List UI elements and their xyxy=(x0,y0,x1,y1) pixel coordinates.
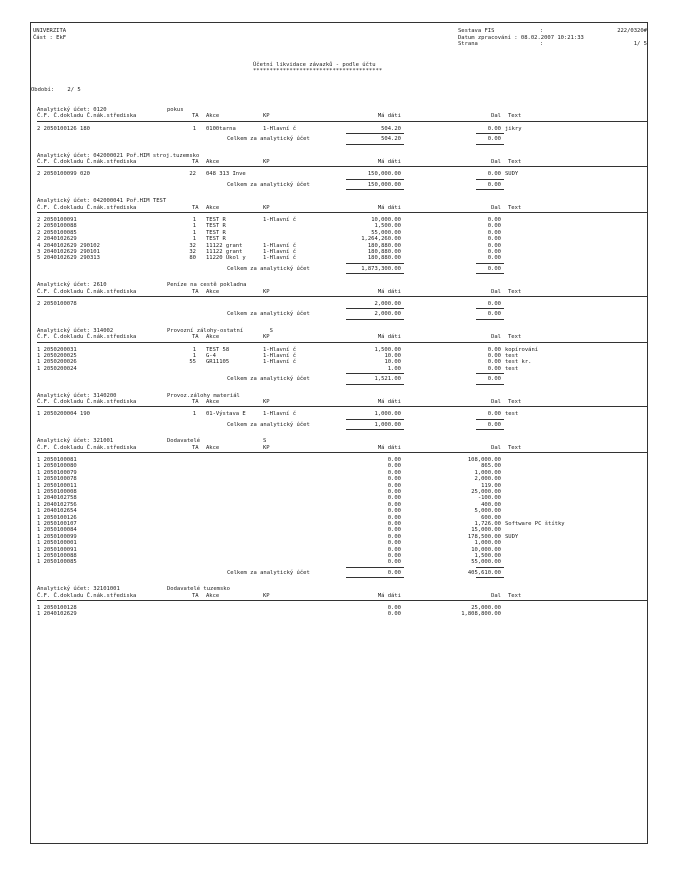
report-label: Sestava FIS xyxy=(458,28,495,34)
row-md: 1.00 xyxy=(387,365,401,372)
col-header-md: Má dáti xyxy=(377,113,401,120)
row-dal: 0.00 xyxy=(487,223,501,230)
col-header-kp: KP xyxy=(263,399,270,405)
col-header-doc: Č.F. Č.dokladu Č.nák.střediska xyxy=(37,204,137,211)
row-kp: 1-Hlavní č xyxy=(263,411,297,418)
col-header-ta: TA xyxy=(192,159,199,165)
report-title: Účetní likvidace závazků - podle účtu xyxy=(253,62,376,68)
row-akce: TEST R xyxy=(206,217,226,223)
total-rule-md xyxy=(346,308,404,309)
total-rule-dal xyxy=(476,419,504,420)
row-kp: 1-Hlavní č xyxy=(263,242,297,249)
row-dal: 0.00 xyxy=(487,411,501,418)
header-rule xyxy=(37,600,647,601)
row-md: 55,000.00 xyxy=(371,229,401,236)
row-doc: 2 2050100099 020 xyxy=(37,171,90,178)
total-underline-md xyxy=(346,144,404,145)
total-md: 1,000.00 xyxy=(374,421,401,428)
row-text: test xyxy=(505,411,519,418)
row-dal: 25,000.00 xyxy=(471,489,501,495)
header-rule xyxy=(37,452,647,453)
row-md: 0.00 xyxy=(387,521,401,527)
row-md: 0.00 xyxy=(387,514,401,521)
row-dal: 865.00 xyxy=(481,463,501,470)
col-header-text: Text xyxy=(508,204,522,211)
row-kp: 1-Hlavní č xyxy=(263,353,297,359)
row-dal: 0.00 xyxy=(487,242,501,249)
row-akce: 048 313 Inve xyxy=(206,171,246,178)
col-header-text: Text xyxy=(508,113,522,120)
total-dal: 0.00 xyxy=(487,136,501,143)
col-header-kp: KP xyxy=(263,592,270,599)
row-md: 0.00 xyxy=(387,605,401,611)
row-doc: 1 2050100011 xyxy=(37,482,77,489)
row-md: 504.20 xyxy=(381,125,401,132)
total-underline-dal xyxy=(476,144,504,145)
row-dal: 0.00 xyxy=(487,249,501,255)
row-doc: 1 2050100078 xyxy=(37,476,77,483)
total-label: Celkem za analytický účet xyxy=(227,181,310,188)
col-header-dal: Dal xyxy=(491,399,501,405)
row-ta: 1 xyxy=(192,223,196,230)
col-header-ta: TA xyxy=(192,204,199,211)
row-dal: 119.00 xyxy=(481,482,501,489)
total-dal: 0.00 xyxy=(487,376,501,383)
col-header-kp: KP xyxy=(263,288,270,295)
col-header-doc: Č.F. Č.dokladu Č.nák.střediska xyxy=(37,399,137,405)
col-header-md: Má dáti xyxy=(377,204,401,211)
row-md: 0.00 xyxy=(387,553,401,559)
total-rule-md xyxy=(346,419,404,420)
row-kp: 1-Hlavní č xyxy=(263,249,297,255)
row-kp: 1-Hlavní č xyxy=(263,217,297,223)
row-doc: 1 2050200024 xyxy=(37,365,77,372)
row-dal: 0.00 xyxy=(487,359,501,366)
row-doc: 1 2040102758 xyxy=(37,495,77,502)
row-dal: 1,000.00 xyxy=(474,540,501,547)
row-md: 2,000.00 xyxy=(374,301,401,307)
row-doc: 1 2050200031 xyxy=(37,346,77,353)
title-underline: *************************************** xyxy=(253,68,383,74)
row-dal: 0.00 xyxy=(487,365,501,372)
row-doc: 1 2050100084 xyxy=(37,527,77,534)
total-md: 150,000.00 xyxy=(367,181,401,188)
row-dal: 0.00 xyxy=(487,346,501,353)
header-rule xyxy=(37,296,647,297)
row-text: kopírování xyxy=(505,346,539,353)
row-doc: 1 2050100088 xyxy=(37,553,77,559)
row-doc: 2 2050100126 180 xyxy=(37,125,90,132)
row-doc: 1 2050100080 xyxy=(37,463,77,470)
row-ta: 1 xyxy=(192,411,196,418)
col-header-kp: KP xyxy=(263,113,270,120)
row-md: 0.00 xyxy=(387,463,401,470)
row-doc: 1 2040102756 xyxy=(37,501,77,508)
row-md: 180,880.00 xyxy=(367,255,401,262)
total-rule-dal xyxy=(476,373,504,374)
col-header-ta: TA xyxy=(192,334,199,341)
period-label: Období: 2/ 5 xyxy=(31,87,81,93)
row-md: 0.00 xyxy=(387,540,401,547)
col-header-akce: Akce xyxy=(206,113,220,120)
row-kp: 1-Hlavní č xyxy=(263,125,297,132)
row-text: jikry xyxy=(505,125,522,132)
account-heading: Analytický účet: 32101001 xyxy=(37,586,120,593)
row-dal: 0.00 xyxy=(487,255,501,262)
row-md: 0.00 xyxy=(387,457,401,463)
col-header-dal: Dal xyxy=(491,592,501,599)
total-underline-md xyxy=(346,577,404,578)
report-code: 222/0320# xyxy=(617,28,647,34)
row-kp: 1-Hlavní č xyxy=(263,255,297,262)
col-header-akce: Akce xyxy=(206,592,220,599)
col-header-dal: Dal xyxy=(491,113,501,120)
col-header-text: Text xyxy=(508,592,522,599)
total-md: 2,000.00 xyxy=(374,311,401,318)
row-doc: 1 2050100126 xyxy=(37,514,77,521)
row-dal: 0.00 xyxy=(487,171,501,178)
row-dal: 1,808,800.00 xyxy=(461,611,501,618)
total-dal: 405,610.00 xyxy=(467,569,501,576)
report-page xyxy=(30,22,648,844)
total-label: Celkem za analytický účet xyxy=(227,265,310,272)
col-header-dal: Dal xyxy=(491,444,501,451)
account-name: Dodavatelé tuzemsko xyxy=(167,586,230,593)
col-header-dal: Dal xyxy=(491,159,501,165)
row-md: 0.00 xyxy=(387,508,401,515)
col-header-akce: Akce xyxy=(206,159,220,165)
total-md: 0.00 xyxy=(387,569,401,576)
row-doc: 1 2050100128 xyxy=(37,605,77,611)
row-akce: G-4 xyxy=(206,353,216,359)
page-separator: : xyxy=(540,41,544,47)
row-md: 0.00 xyxy=(387,546,401,553)
row-text: SUDY xyxy=(505,171,519,178)
account-name: pokus xyxy=(167,107,184,113)
col-header-akce: Akce xyxy=(206,399,220,405)
row-ta: 1 xyxy=(192,125,196,132)
row-dal: 10,000.00 xyxy=(471,546,501,553)
total-dal: 0.00 xyxy=(487,311,501,318)
col-header-text: Text xyxy=(508,159,522,165)
total-rule-md xyxy=(346,179,404,180)
row-akce: 11122 grant xyxy=(206,249,243,255)
total-md: 1,521.00 xyxy=(374,376,401,383)
total-underline-dal xyxy=(476,319,504,320)
row-ta: 1 xyxy=(192,236,196,243)
col-header-doc: Č.F. Č.dokladu Č.nák.střediska xyxy=(37,444,137,451)
row-ta: 1 xyxy=(192,229,196,236)
col-header-ta: TA xyxy=(192,592,199,599)
col-header-ta: TA xyxy=(192,399,199,405)
row-doc: 2 2050100078 xyxy=(37,301,77,307)
row-dal: 0.00 xyxy=(487,217,501,223)
row-dal: 2,000.00 xyxy=(474,476,501,483)
row-akce: TEST R xyxy=(206,229,226,236)
row-doc: 3 2040102629 290101 xyxy=(37,249,100,255)
total-underline-md xyxy=(346,384,404,385)
row-doc: 1 2050200025 xyxy=(37,353,77,359)
row-text: SUDY xyxy=(505,533,519,540)
row-text: Software PC štítky xyxy=(505,521,565,527)
total-rule-md xyxy=(346,567,404,568)
total-underline-dal xyxy=(476,273,504,274)
col-header-md: Má dáti xyxy=(377,334,401,341)
row-dal: 15,000.00 xyxy=(471,527,501,534)
total-dal: 0.00 xyxy=(487,181,501,188)
col-header-doc: Č.F. Č.dokladu Č.nák.střediska xyxy=(37,113,137,120)
col-header-doc: Č.F. Č.dokladu Č.nák.střediska xyxy=(37,592,137,599)
row-text: test kr. xyxy=(505,359,532,366)
col-header-ta: TA xyxy=(192,288,199,295)
row-kp: 1-Hlavní č xyxy=(263,346,297,353)
row-md: 0.00 xyxy=(387,469,401,476)
row-md: 1,500.00 xyxy=(374,223,401,230)
row-md: 0.00 xyxy=(387,559,401,566)
col-header-ta: TA xyxy=(192,113,199,120)
total-underline-md xyxy=(346,273,404,274)
row-doc: 2 2050100088 xyxy=(37,223,77,230)
col-header-kp: KP xyxy=(263,159,270,165)
total-underline-dal xyxy=(476,429,504,430)
col-header-doc: Č.F. Č.dokladu Č.nák.střediska xyxy=(37,334,137,341)
row-dal: 178,500.00 xyxy=(467,533,501,540)
processed-date: Datum zpracování : 08.02.2007 10:21:33 xyxy=(458,34,584,41)
row-dal: 55,000.00 xyxy=(471,559,501,566)
org-name: UNIVERZITA xyxy=(33,28,67,34)
row-akce: TEST R xyxy=(206,236,226,243)
account-heading: Analytický účet: 042000021 Poř.HIM stroj.tuzemsko xyxy=(37,152,200,159)
total-rule-dal xyxy=(476,308,504,309)
row-md: 0.00 xyxy=(387,476,401,483)
row-akce: GR11105 xyxy=(206,359,230,366)
account-heading: Analytický účet: 321001 xyxy=(37,438,114,445)
report-separator: : xyxy=(540,28,544,34)
row-dal: 0.00 xyxy=(487,301,501,307)
col-header-dal: Dal xyxy=(491,288,501,295)
total-label: Celkem za analytický účet xyxy=(227,376,310,383)
row-md: 10.00 xyxy=(384,353,401,359)
row-md: 180,880.00 xyxy=(367,242,401,249)
col-header-kp: KP xyxy=(263,334,270,341)
total-dal: 0.00 xyxy=(487,265,501,272)
col-header-akce: Akce xyxy=(206,444,220,451)
row-doc: 2 2050100091 xyxy=(37,217,77,223)
header-rule xyxy=(37,406,647,407)
total-md: 1,873,300.00 xyxy=(361,265,401,272)
col-header-md: Má dáti xyxy=(377,444,401,451)
total-rule-dal xyxy=(476,133,504,134)
row-dal: 0.00 xyxy=(487,125,501,132)
col-header-text: Text xyxy=(508,444,522,451)
col-header-md: Má dáti xyxy=(377,159,401,165)
col-header-text: Text xyxy=(508,334,522,341)
row-doc: 1 2050100079 xyxy=(37,469,77,476)
row-akce: 11220 Úkol y xyxy=(206,255,246,262)
col-header-md: Má dáti xyxy=(377,592,401,599)
row-doc: 1 2050100099 xyxy=(37,533,77,540)
row-md: 1,000.00 xyxy=(374,411,401,418)
row-md: 0.00 xyxy=(387,611,401,618)
col-header-text: Text xyxy=(508,399,522,405)
row-doc: 1 2050100001 xyxy=(37,540,77,547)
row-dal: 0.00 xyxy=(487,229,501,236)
row-md: 0.00 xyxy=(387,489,401,495)
row-md: 0.00 xyxy=(387,495,401,502)
col-header-ta: TA xyxy=(192,444,199,451)
account-name: Provoz.zálohy materiál xyxy=(167,392,240,399)
total-underline-dal xyxy=(476,189,504,190)
row-ta: 55 xyxy=(189,359,196,366)
row-doc: 1 2050200026 xyxy=(37,359,77,366)
row-text: test xyxy=(505,365,519,372)
row-dal: 600.00 xyxy=(481,514,501,521)
total-md: 504.20 xyxy=(381,136,401,143)
row-md: 1,264,260.00 xyxy=(361,236,401,243)
row-akce: TEST 58 xyxy=(206,346,230,353)
row-dal: 400.00 xyxy=(481,501,501,508)
col-header-text: Text xyxy=(508,288,522,295)
col-header-akce: Akce xyxy=(206,334,220,341)
row-dal: 0.00 xyxy=(487,236,501,243)
row-ta: 22 xyxy=(189,171,196,178)
row-doc: 5 2040102629 290313 xyxy=(37,255,100,262)
row-akce: TEST R xyxy=(206,223,226,230)
row-md: 0.00 xyxy=(387,482,401,489)
row-akce: 11122 grant xyxy=(206,242,243,249)
total-rule-dal xyxy=(476,179,504,180)
total-label: Celkem za analytický účet xyxy=(227,569,310,576)
row-dal: 5,000.00 xyxy=(474,508,501,515)
row-doc: 1 2050100091 xyxy=(37,546,77,553)
row-md: 0.00 xyxy=(387,527,401,534)
account-heading: Analytický účet: 3140200 xyxy=(37,392,117,399)
row-dal: 1,726.00 xyxy=(474,521,501,527)
col-header-md: Má dáti xyxy=(377,399,401,405)
row-md: 150,000.00 xyxy=(367,171,401,178)
account-name: Provozní zálohy-ostatní S xyxy=(167,327,273,334)
row-md: 0.00 xyxy=(387,533,401,540)
account-name: Dodavatelé S xyxy=(167,438,267,445)
row-doc: 4 2040102629 290102 xyxy=(37,242,100,249)
row-akce: 0100tarna xyxy=(206,125,236,132)
total-rule-md xyxy=(346,373,404,374)
col-header-dal: Dal xyxy=(491,334,501,341)
row-dal: 1,500.00 xyxy=(474,553,501,559)
row-md: 10,000.00 xyxy=(371,217,401,223)
row-ta: 80 xyxy=(189,255,196,262)
total-rule-md xyxy=(346,133,404,134)
row-doc: 1 2040102654 xyxy=(37,508,77,515)
header-rule xyxy=(37,342,647,343)
header-rule xyxy=(37,212,647,213)
row-doc: 1 2050100081 xyxy=(37,457,77,463)
row-md: 180,880.00 xyxy=(367,249,401,255)
total-dal: 0.00 xyxy=(487,421,501,428)
row-dal: 1,000.00 xyxy=(474,469,501,476)
total-underline-dal xyxy=(476,384,504,385)
account-heading: Analytický účet: 314002 xyxy=(37,327,114,334)
col-header-kp: KP xyxy=(263,444,270,451)
row-doc: 2 2050100085 xyxy=(37,229,77,236)
row-ta: 1 xyxy=(192,346,196,353)
row-md: 0.00 xyxy=(387,501,401,508)
header-rule xyxy=(37,121,647,122)
total-rule-md xyxy=(346,263,404,264)
total-underline-md xyxy=(346,319,404,320)
row-ta: 1 xyxy=(192,217,196,223)
total-label: Celkem za analytický účet xyxy=(227,311,310,318)
row-md: 10.00 xyxy=(384,359,401,366)
header-rule xyxy=(37,166,647,167)
row-ta: 1 xyxy=(192,353,196,359)
page-number: 1/ 5 xyxy=(633,41,647,47)
total-label: Celkem za analytický účet xyxy=(227,421,310,428)
page-label: Strana xyxy=(458,41,478,47)
col-header-kp: KP xyxy=(263,204,270,211)
row-akce: 01-Výstava E xyxy=(206,411,246,418)
col-header-dal: Dal xyxy=(491,204,501,211)
total-rule-dal xyxy=(476,567,504,568)
total-underline-md xyxy=(346,429,404,430)
col-header-akce: Akce xyxy=(206,204,220,211)
row-doc: 1 2050100085 xyxy=(37,559,77,566)
col-header-doc: Č.F. Č.dokladu Č.nák.střediska xyxy=(37,288,137,295)
account-heading: Analytický účet: 2610 xyxy=(37,282,107,289)
account-name: Peníze na cestě pokladna xyxy=(167,282,247,289)
part-label: Část : EkF xyxy=(33,34,67,41)
total-rule-dal xyxy=(476,263,504,264)
col-header-doc: Č.F. Č.dokladu Č.nák.střediska xyxy=(37,159,137,165)
account-heading: Analytický účet: 042000041 Poř.HIM TEST xyxy=(37,198,167,205)
row-dal: -100.00 xyxy=(477,495,501,502)
row-dal: 25,000.00 xyxy=(471,605,501,611)
row-doc: 1 2050100107 xyxy=(37,521,77,527)
total-underline-md xyxy=(346,189,404,190)
row-kp: 1-Hlavní č xyxy=(263,359,297,366)
row-md: 1,500.00 xyxy=(374,346,401,353)
col-header-akce: Akce xyxy=(206,288,220,295)
row-doc: 2 2040102629 xyxy=(37,236,77,243)
row-doc: 1 2050100008 xyxy=(37,489,77,495)
col-header-md: Má dáti xyxy=(377,288,401,295)
row-doc: 1 2040102629 xyxy=(37,611,77,618)
account-heading: Analytický účet: 0120 xyxy=(37,107,107,113)
total-underline-dal xyxy=(476,577,504,578)
row-text: test xyxy=(505,353,519,359)
row-dal: 108,000.00 xyxy=(467,457,501,463)
row-ta: 32 xyxy=(189,249,196,255)
row-doc: 1 2050200004 190 xyxy=(37,411,90,418)
row-dal: 0.00 xyxy=(487,353,501,359)
total-label: Celkem za analytický účet xyxy=(227,136,310,143)
row-ta: 32 xyxy=(189,242,196,249)
